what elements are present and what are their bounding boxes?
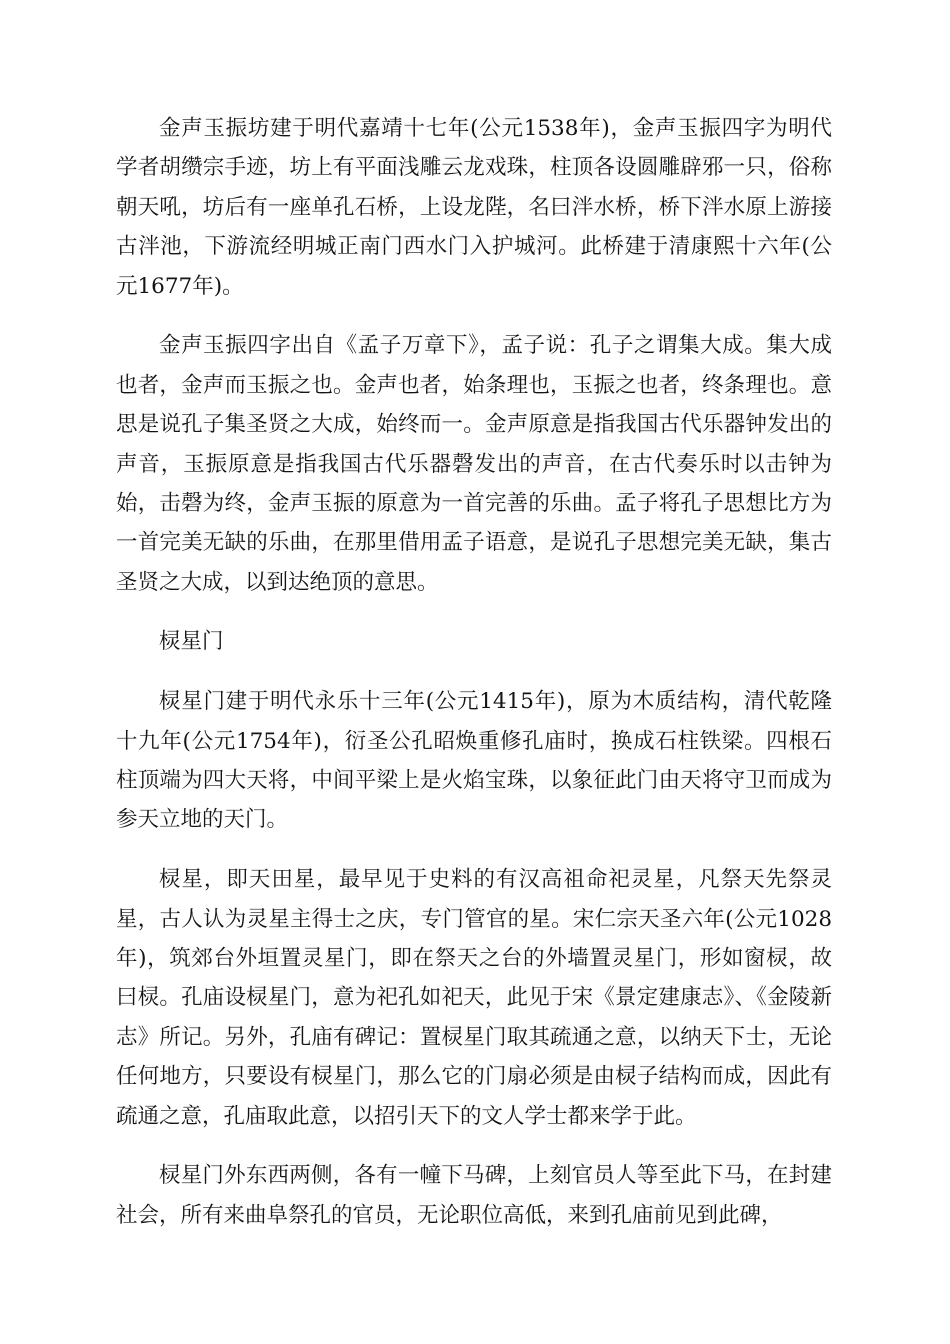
paragraph-lingxing-star-meaning: 棂星，即天田星，最早见于史料的有汉高祖命祀灵星，凡祭天先祭灵星，古人认为灵星主得士之庆，专门管官的星。宋仁宗天圣六年(公元1028年)，筑郊台外垣置灵星门，即在祭天之台的外墙置灵星门，形如窗棂，故曰棂。孔庙设棂星门，意为祀孔如祀天，此见于宋《景定建康志》、《金陵新志》所记。另外，孔庙有碑记：置棂星门取其疏通之意，以纳天下士，无论任何地方，只要设有棂星门，那么它的门扇必须是由棂子结构而成，因此有疏通之意，孔庙取此意，以招引天下的文人学士都来学于此。 xyxy=(116,867,832,1129)
section-heading-lingxing-gate: 棂星门 xyxy=(159,629,224,655)
document-page xyxy=(116,109,832,1255)
paragraph-jinsheng-yuzhen-arch: 金声玉振坊建于明代嘉靖十七年(公元1538年)，金声玉振四字为明代学者胡缵宗手迹，坊上有平面浅雕云龙戏珠，柱顶各设圆雕辟邪一只，俗称朝天吼，坊后有一座单孔石桥，上设龙陛，名曰泮水桥，桥下泮水原上游接古泮池，下游流经明城正南门西水门入护城河。此桥建于清康熙十六年(公元1677年)。 xyxy=(116,116,832,299)
paragraph-lingxing-gate-history: 棂星门建于明代永乐十三年(公元1415年)，原为木质结构，清代乾隆十九年(公元1754年)，衍圣公孔昭焕重修孔庙时，换成石柱铁梁。四根石柱顶端为四大天将，中间平梁上是火焰宝珠，以象征此门由天将守卫而成为参天立地的天门。 xyxy=(116,689,832,833)
paragraph-jinsheng-yuzhen-meaning: 金声玉振四字出自《孟子万章下》，孟子说：孔子之谓集大成。集大成也者，金声而玉振之也。金声也者，始条理也，玉振之也者，终条理也。意思是说孔子集圣贤之大成，始终而一。金声原意是指我国古代乐器钟发出的声音，玉振原意是指我国古代乐器磬发出的声音，在古代奏乐时以击钟为始，击磬为终，金声玉振的原意为一首完善的乐曲。孟子将孔子思想比方为一首完美无缺的乐曲，在那里借用孟子语意，是说孔子思想完美无缺，集古圣贤之大成，以到达绝顶的意思。 xyxy=(116,333,832,595)
paragraph-xiama-stele: 棂星门外东西两侧，各有一幢下马碑，上刻官员人等至此下马，在封建社会，所有来曲阜祭孔的官员，无论职位高低，来到孔庙前见到此碑， xyxy=(116,1163,832,1228)
